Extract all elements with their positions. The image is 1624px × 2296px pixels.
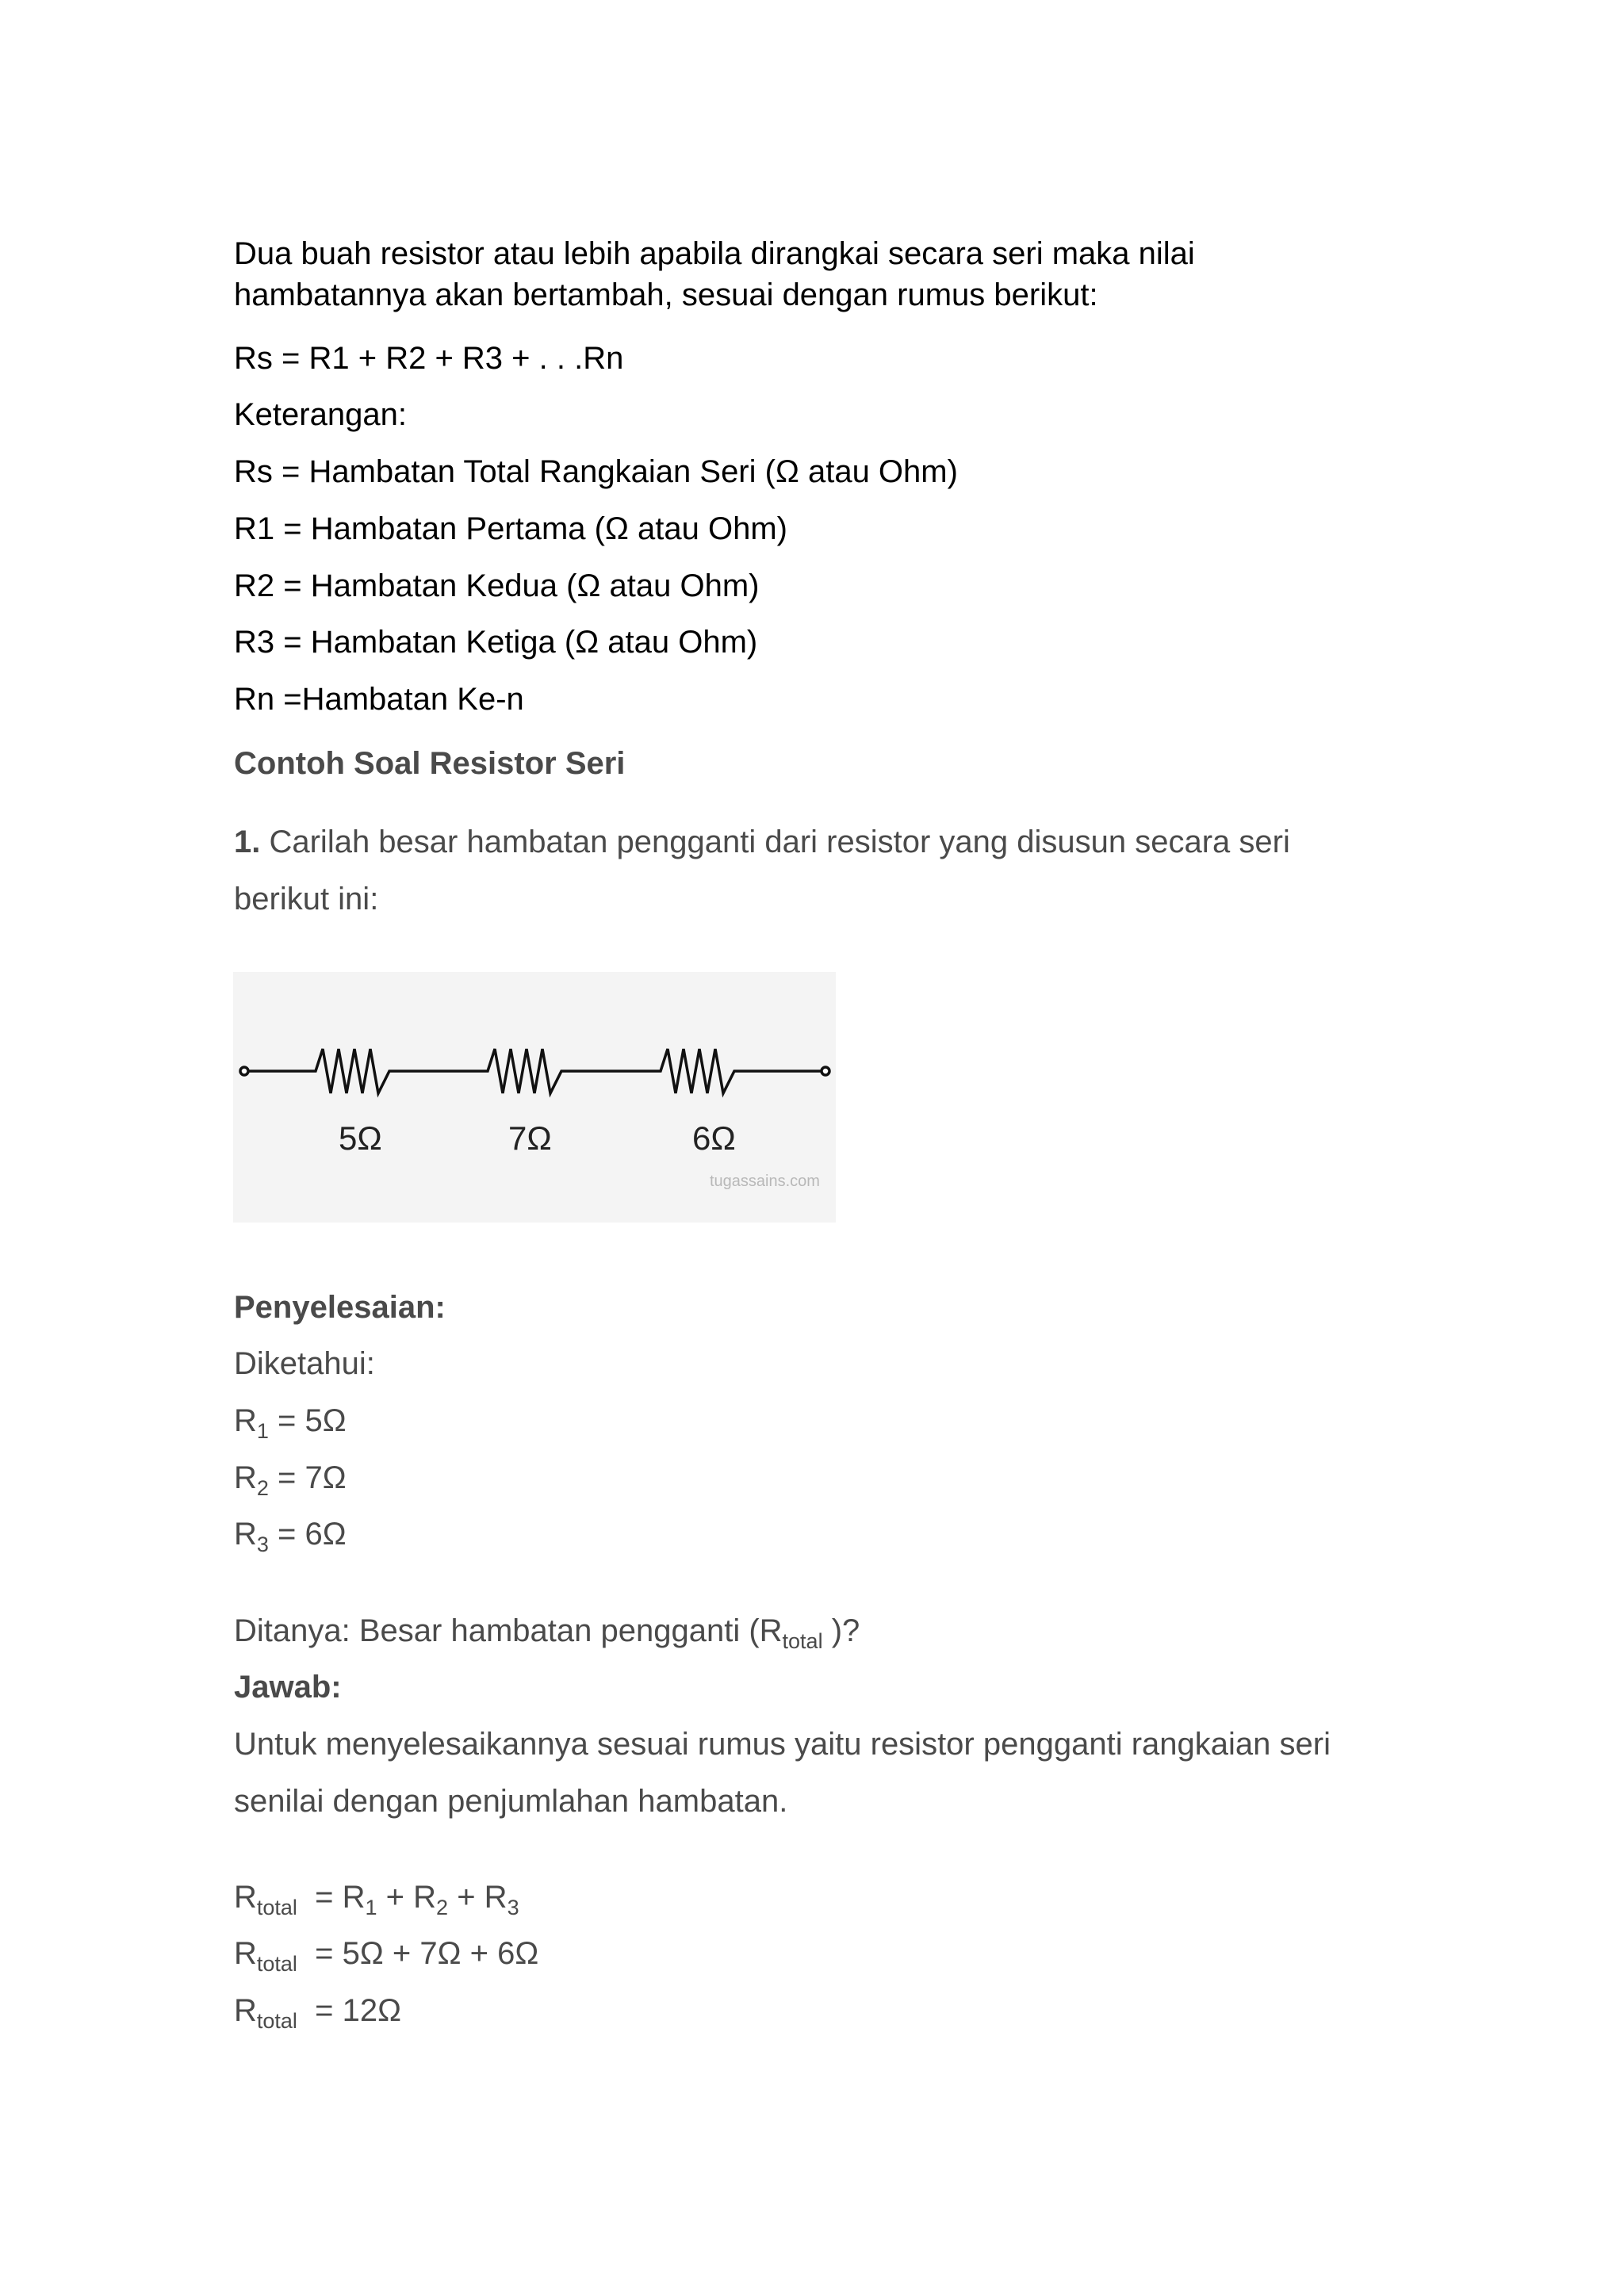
known-symbol: R (234, 1403, 257, 1438)
keterangan-item: R2 = Hambatan Kedua (Ω atau Ohm) (234, 568, 760, 603)
keterangan-item: Rn =Hambatan Ke-n (234, 682, 524, 717)
calc-symbol: R (234, 1880, 257, 1915)
keterangan-item: Rs = Hambatan Total Rangkaian Seri (Ω atau Ohm) (234, 454, 958, 489)
known-symbol: R (234, 1460, 257, 1495)
series-formula: Rs = R1 + R2 + R3 + . . .Rn (234, 341, 624, 376)
calc-sub-3: 3 (507, 1896, 519, 1919)
known-item (234, 1460, 347, 1500)
calc-symbol: R (234, 1936, 257, 1971)
known-subscript: 1 (256, 1419, 269, 1443)
calc-result: = 12Ω (297, 1993, 402, 2028)
terminal-left (240, 1067, 248, 1075)
asked-suffix: )? (822, 1613, 860, 1648)
known-subscript: 3 (256, 1533, 269, 1556)
resistor-label: 5Ω (339, 1119, 382, 1157)
question-text: Carilah besar hambatan pengganti dari resistor yang disusun secara seri (260, 825, 1290, 859)
explain-line-2: senilai dengan penjumlahan hambatan. (234, 1784, 788, 1819)
question-number: 1. (234, 825, 261, 859)
question-line-2: berikut ini: (234, 882, 379, 916)
keterangan-item: R3 = Hambatan Ketiga (Ω atau Ohm) (234, 625, 758, 660)
known-value: = 5Ω (268, 1403, 347, 1438)
calc-sub-2: 2 (436, 1896, 449, 1919)
asked-subscript: total (782, 1629, 823, 1653)
solution-title: Penyelesaian: (234, 1290, 446, 1325)
intro-line-2: hambatannya akan bertambah, sesuai dengan rumus berikut: (234, 277, 1098, 312)
calc-eq: = R (297, 1880, 366, 1915)
asked-line (234, 1613, 860, 1653)
calc-line-3 (234, 1993, 402, 2033)
calc-symbol: R (234, 1993, 257, 2028)
keterangan-item: R1 = Hambatan Pertama (Ω atau Ohm) (234, 511, 787, 546)
known-item (234, 1517, 347, 1556)
calc-plus-1: + R (377, 1880, 437, 1915)
terminal-right (822, 1067, 829, 1075)
calc-line-1 (234, 1880, 519, 1919)
explain-line-1: Untuk menyelesaikannya sesuai rumus yaitu resistor pengganti rangkaian seri (234, 1727, 1331, 1762)
figure-watermark: tugassains.com (710, 1173, 820, 1190)
circuit-wire (248, 1049, 822, 1093)
resistor-label: 6Ω (692, 1119, 736, 1157)
known-symbol: R (234, 1517, 257, 1552)
known-value: = 6Ω (268, 1517, 347, 1552)
question-line-1 (234, 826, 1290, 858)
intro-line-1: Dua buah resistor atau lebih apabila dirangkai secara seri maka nilai (234, 236, 1195, 271)
known-value: = 7Ω (268, 1460, 347, 1495)
known-item (234, 1403, 347, 1443)
section-title: Contoh Soal Resistor Seri (234, 746, 626, 781)
known-subscript: 2 (256, 1476, 269, 1500)
answer-label: Jawab: (234, 1670, 342, 1705)
resistor-label: 7Ω (508, 1119, 552, 1157)
calc-subscript: total (256, 1952, 297, 1976)
calc-expression: = 5Ω + 7Ω + 6Ω (297, 1936, 539, 1971)
calc-sub-1: 1 (365, 1896, 377, 1919)
asked-prefix: Ditanya: Besar hambatan pengganti (R (234, 1613, 783, 1648)
keterangan-label: Keterangan: (234, 397, 407, 432)
calc-plus-2: + R (448, 1880, 508, 1915)
calc-subscript: total (256, 1896, 297, 1919)
calc-line-2 (234, 1936, 539, 1976)
calc-subscript: total (256, 2009, 297, 2033)
known-label: Diketahui: (234, 1346, 375, 1381)
